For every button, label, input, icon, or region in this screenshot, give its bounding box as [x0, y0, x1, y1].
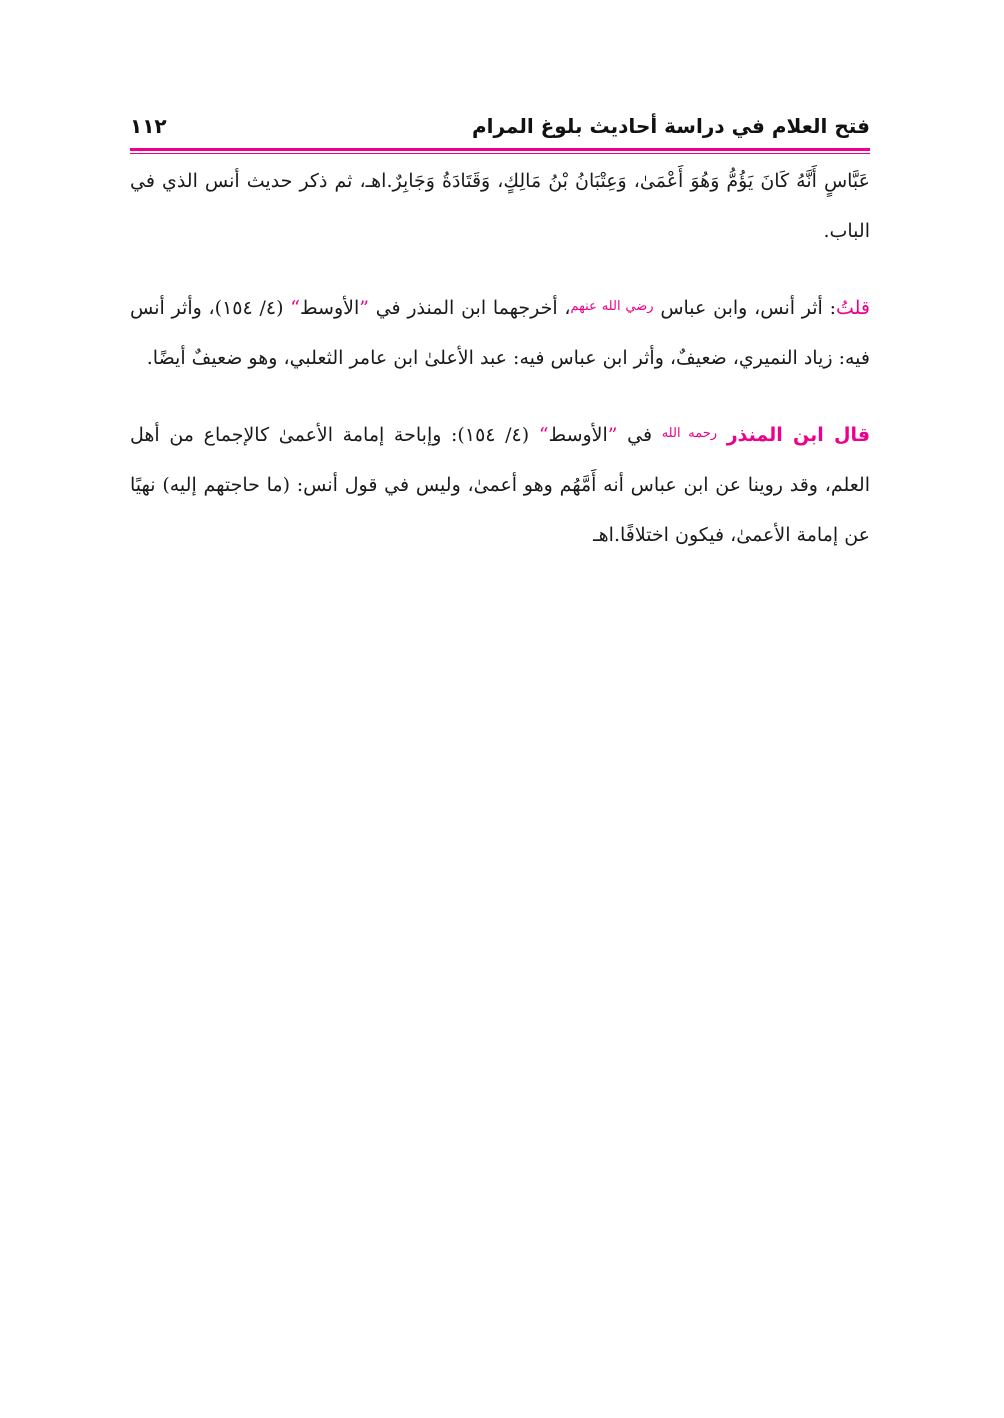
honorific-radiya: رضي الله عنهم — [570, 299, 654, 314]
page-number: ١١٢ — [130, 114, 167, 138]
header-title: فتح العلام في دراسة أحاديث بلوغ المرام — [471, 114, 870, 138]
comment-text-c: (٤/ ١٥٤)، وأثر أنس فيه: زياد النميري، ضعيفٌ، وأثر ابن عباس فيه: عبد الأعلىٰ ابن عامر الثعلبي، وهو ضعيفٌ أيضًا. — [130, 297, 870, 369]
header-rule-thin — [130, 153, 870, 154]
quote-text-b: (٤/ ١٥٤): وإباحة إمامة الأعمىٰ كالإجماع من أهل العلم، وقد روينا عن ابن عباس أنه أَمَّهُم وهو أعمىٰ، وليس في قول أنس: (ما حاجتهم إليه) نهيًا عن إمامة الأعمىٰ، فيكون اختلافًا.اهـ — [130, 424, 870, 546]
book-title: الأوسط — [548, 424, 608, 446]
book-page — [130, 108, 870, 560]
book-title: الأوسط — [299, 297, 360, 319]
quote-open-mark: ” — [607, 424, 618, 446]
comment-text-b: ، أخرجهما ابن المنذر في — [368, 297, 571, 319]
header-rule-thick — [130, 148, 870, 151]
paragraph-ibn-al-mundhir — [130, 409, 870, 560]
quote-open-mark: ” — [359, 297, 369, 319]
running-header — [130, 108, 870, 148]
paragraph-author-comment — [130, 282, 870, 383]
honorific-rahimahullah: رحمه الله — [661, 426, 718, 441]
paragraph-continuation — [130, 156, 870, 256]
quote-lead: قال ابن المنذر — [726, 424, 871, 446]
quote-close-mark: “ — [538, 424, 549, 446]
paragraph-continuation-text: عَبَّاسٍ أَنَّهُ كَانَ يَؤُمُّ وَهُوَ أَعْمَىٰ، وَعِتْبَانُ بْنُ مَالِكٍ، وَقَتَادَةُ وَجَابِرٌ.اهـ، ثم ذكر حديث أنس الذي في الباب. — [130, 170, 870, 242]
quote-close-mark: “ — [290, 297, 300, 319]
quote-text-a: في — [617, 424, 662, 446]
comment-lead: قلتُ — [835, 297, 871, 319]
comment-text-a: : أثر أنس، وابن عباس — [653, 297, 836, 319]
